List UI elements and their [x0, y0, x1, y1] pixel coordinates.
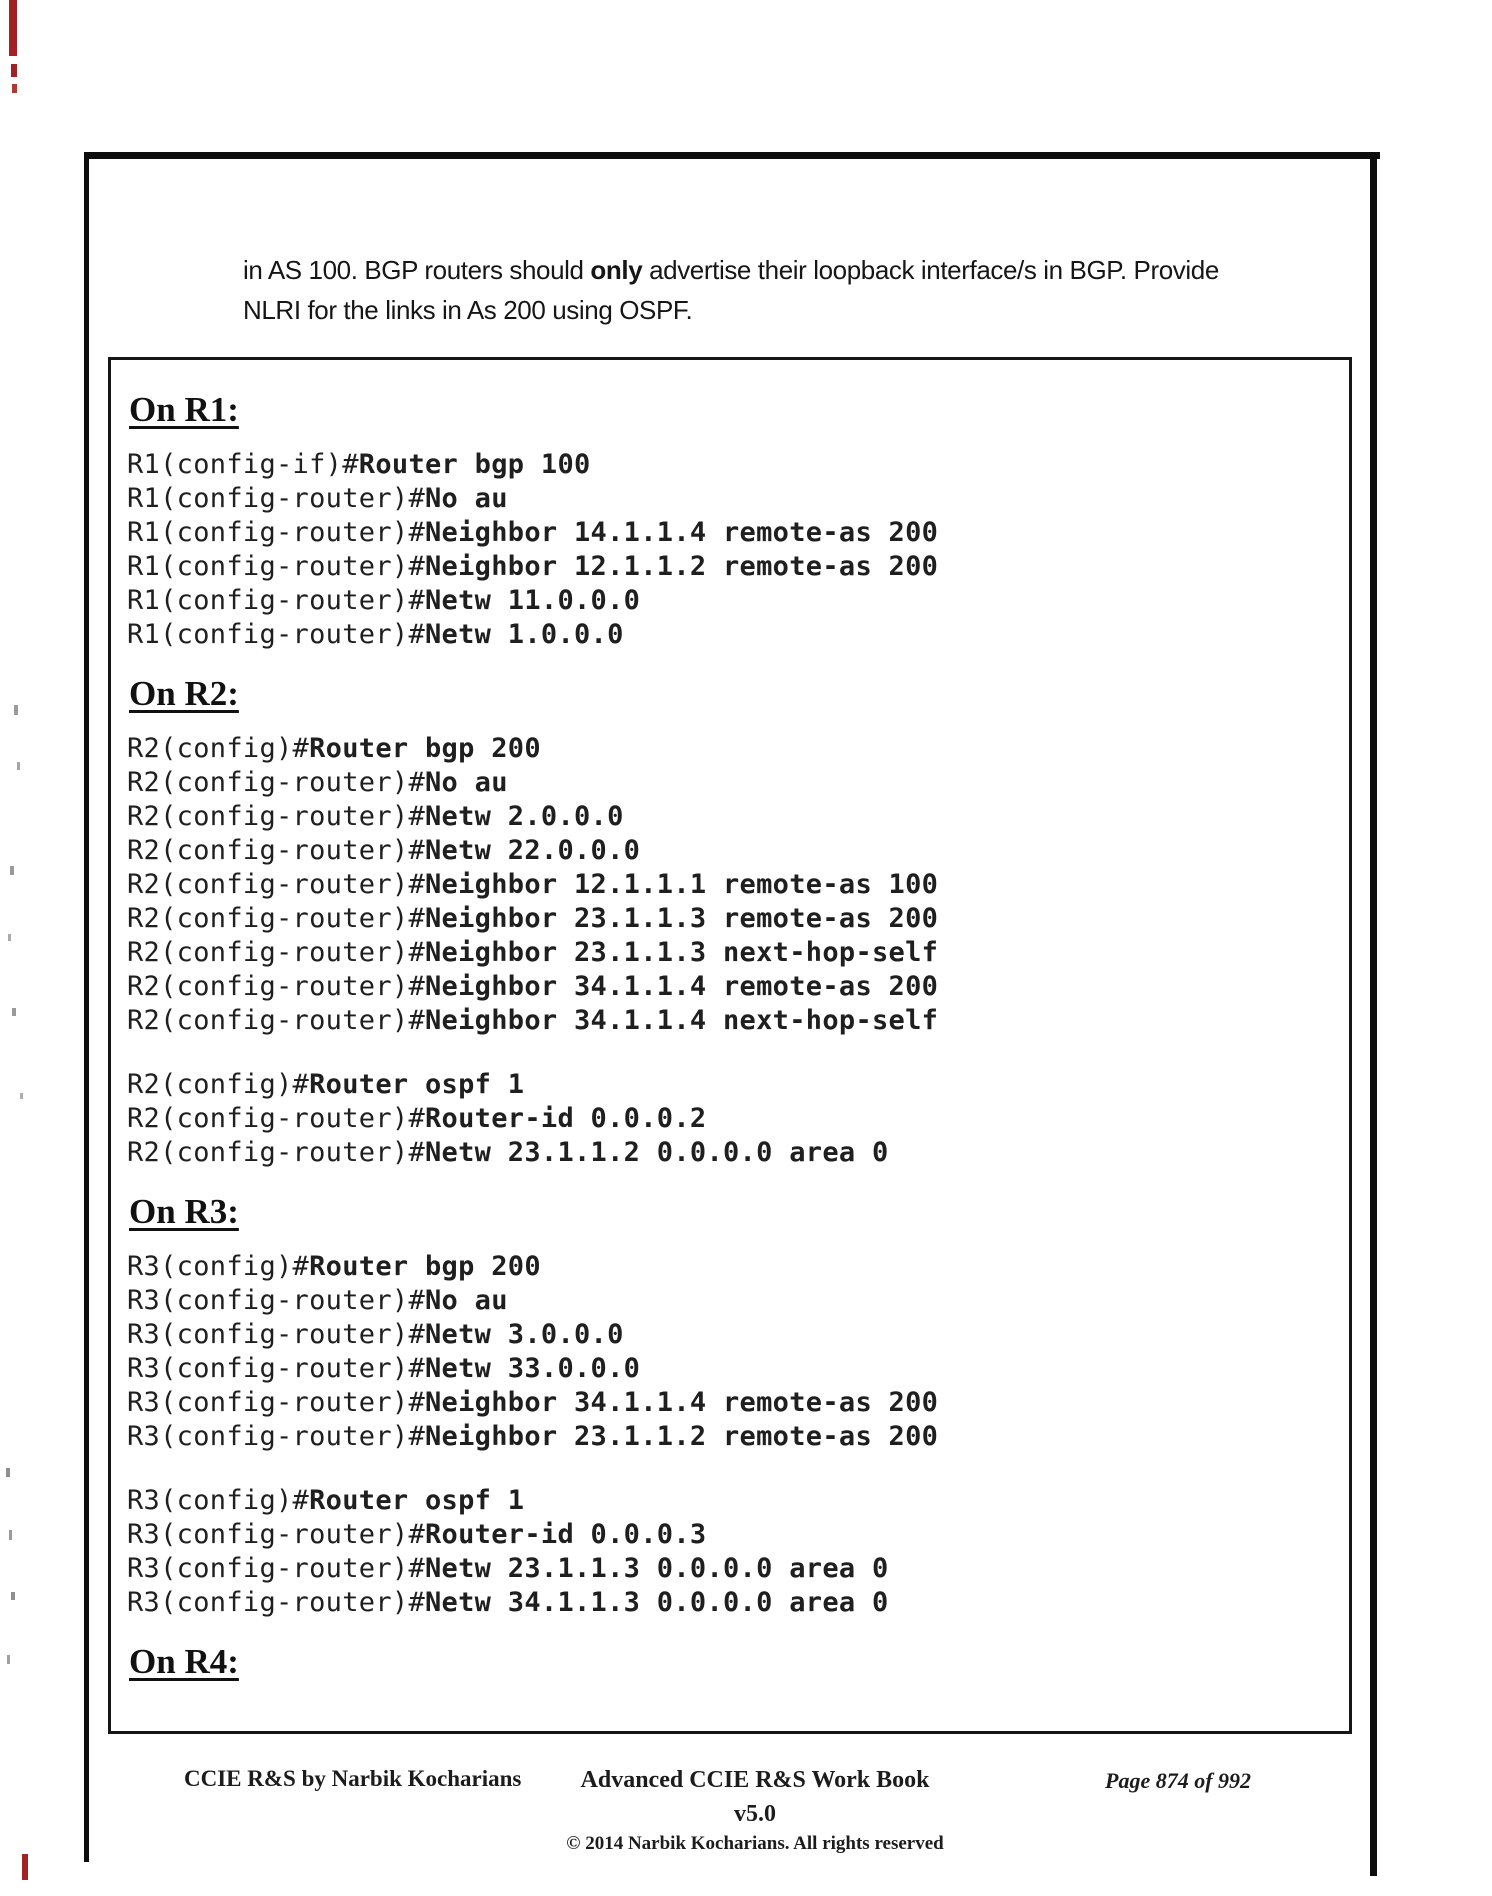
cli-command: Netw 11.0.0.0	[425, 585, 641, 616]
scan-speck	[9, 1530, 12, 1540]
cli-prompt: R2(config-router)#	[127, 801, 425, 832]
footer-page-indicator: Page 874 of 992	[1105, 1768, 1252, 1793]
cli-command: Neighbor 12.1.1.2 remote-as 200	[425, 551, 939, 582]
scan-speck	[14, 705, 18, 715]
cli-command: Router bgp 200	[309, 733, 541, 764]
config-section	[127, 1642, 1331, 1682]
config-block	[127, 448, 1331, 652]
intro-text: in AS 100. BGP routers should	[243, 255, 591, 285]
intro-line-1	[243, 250, 1253, 290]
cli-prompt: R3(config-router)#	[127, 1285, 425, 1316]
config-line	[127, 482, 1331, 516]
scan-mark-red-dash	[11, 64, 17, 77]
cli-prompt: R2(config-router)#	[127, 1005, 425, 1036]
cli-command: Netw 1.0.0.0	[425, 619, 624, 650]
config-line	[127, 1586, 1331, 1620]
config-line	[127, 868, 1331, 902]
scan-mark-red-dash	[12, 84, 17, 93]
config-line	[127, 516, 1331, 550]
cli-prompt: R3(config-router)#	[127, 1421, 425, 1452]
scan-mark-red-bar	[9, 0, 17, 56]
cli-prompt: R2(config-router)#	[127, 869, 425, 900]
page-border-right	[1370, 152, 1377, 1876]
footer-book-title: Advanced CCIE R&S Work Book v5.0	[580, 1767, 930, 1827]
config-line	[127, 1518, 1331, 1552]
config-line	[127, 1552, 1331, 1586]
config-line	[127, 1284, 1331, 1318]
cli-prompt: R2(config)#	[127, 733, 310, 764]
config-line	[127, 1102, 1331, 1136]
cli-command: Netw 3.0.0.0	[425, 1319, 624, 1350]
cli-prompt: R2(config-router)#	[127, 767, 425, 798]
cli-command: Netw 33.0.0.0	[425, 1353, 641, 1384]
cli-command: Router ospf 1	[309, 1069, 525, 1100]
cli-command: Neighbor 23.1.1.3 next-hop-self	[425, 937, 939, 968]
config-line	[127, 970, 1331, 1004]
scan-mark-red-dash	[22, 1854, 28, 1880]
config-line	[127, 550, 1331, 584]
config-block	[127, 732, 1331, 1038]
config-line	[127, 834, 1331, 868]
cli-prompt: R3(config-router)#	[127, 1353, 425, 1384]
footer-center	[564, 1763, 946, 1857]
cli-prompt: R3(config-router)#	[127, 1387, 425, 1418]
config-line	[127, 766, 1331, 800]
cli-command: Router-id 0.0.0.3	[425, 1519, 707, 1550]
cli-prompt: R2(config-router)#	[127, 835, 425, 866]
config-line	[127, 1136, 1331, 1170]
cli-command: Neighbor 23.1.1.3 remote-as 200	[425, 903, 939, 934]
cli-prompt: R2(config-router)#	[127, 937, 425, 968]
cli-command: Netw 23.1.1.2 0.0.0.0 area 0	[425, 1137, 889, 1168]
config-line	[127, 732, 1331, 766]
config-line	[127, 1250, 1331, 1284]
scan-speck	[7, 1655, 10, 1664]
cli-prompt: R2(config-router)#	[127, 1137, 425, 1168]
config-line	[127, 618, 1331, 652]
cli-prompt: R3(config-router)#	[127, 1319, 425, 1350]
cli-prompt: R1(config-router)#	[127, 551, 425, 582]
config-block	[127, 1250, 1331, 1454]
config-line	[127, 936, 1331, 970]
config-block	[127, 1068, 1331, 1170]
config-section	[127, 674, 1331, 1170]
section-heading: On R4:	[129, 1642, 239, 1681]
cli-command: Neighbor 14.1.1.4 remote-as 200	[425, 517, 939, 548]
intro-text: advertise their loopback interface/s in BGP. Provide	[642, 255, 1219, 285]
cli-command: No au	[425, 1285, 508, 1316]
section-heading: On R3:	[129, 1192, 239, 1231]
cli-command: Netw 22.0.0.0	[425, 835, 641, 866]
cli-command: Netw 2.0.0.0	[425, 801, 624, 832]
cli-command: Neighbor 34.1.1.4 remote-as 200	[425, 971, 939, 1002]
intro-paragraph	[243, 250, 1253, 330]
cli-prompt: R2(config-router)#	[127, 1103, 425, 1134]
cli-prompt: R1(config-router)#	[127, 585, 425, 616]
config-line	[127, 1068, 1331, 1102]
cli-command: No au	[425, 767, 508, 798]
cli-prompt: R1(config-if)#	[127, 449, 359, 480]
cli-command: Neighbor 34.1.1.4 next-hop-self	[425, 1005, 939, 1036]
config-line	[127, 1318, 1331, 1352]
cli-prompt: R2(config-router)#	[127, 971, 425, 1002]
cli-prompt: R3(config-router)#	[127, 1553, 425, 1584]
cli-command: Router ospf 1	[309, 1485, 525, 1516]
scan-speck	[10, 866, 14, 875]
cli-command: Neighbor 34.1.1.4 remote-as 200	[425, 1387, 939, 1418]
scan-speck	[20, 1093, 23, 1099]
page-border-left	[84, 152, 89, 1862]
config-line	[127, 1004, 1331, 1038]
section-heading: On R2:	[129, 674, 239, 713]
cli-prompt: R1(config-router)#	[127, 619, 425, 650]
footer-copyright: © 2014 Narbik Kocharians. All rights reserved	[566, 1833, 944, 1854]
cli-prompt: R2(config-router)#	[127, 903, 425, 934]
cli-command: No au	[425, 483, 508, 514]
cli-command: Router bgp 100	[358, 449, 591, 480]
scan-speck	[8, 934, 11, 941]
section-heading: On R1:	[129, 390, 239, 429]
config-section	[127, 390, 1331, 652]
config-line	[127, 1484, 1331, 1518]
config-line	[127, 584, 1331, 618]
intro-bold-word: only	[590, 255, 643, 285]
config-line	[127, 1352, 1331, 1386]
config-line	[127, 1386, 1331, 1420]
config-box	[108, 357, 1352, 1734]
config-section	[127, 1192, 1331, 1620]
cli-prompt: R3(config-router)#	[127, 1587, 425, 1618]
cli-prompt: R3(config-router)#	[127, 1519, 425, 1550]
cli-command: Neighbor 12.1.1.1 remote-as 100	[425, 869, 939, 900]
cli-prompt: R2(config)#	[127, 1069, 310, 1100]
cli-prompt: R3(config)#	[127, 1251, 310, 1282]
config-line	[127, 800, 1331, 834]
cli-command: Netw 23.1.1.3 0.0.0.0 area 0	[425, 1553, 889, 1584]
config-line	[127, 902, 1331, 936]
scan-speck	[12, 1008, 16, 1016]
cli-command: Router-id 0.0.0.2	[425, 1103, 707, 1134]
scan-speck	[11, 1592, 15, 1600]
intro-line-2: NLRI for the links in As 200 using OSPF.	[243, 295, 693, 325]
footer-author: CCIE R&S by Narbik Kocharians	[184, 1766, 522, 1791]
config-line	[127, 1420, 1331, 1454]
cli-prompt: R1(config-router)#	[127, 517, 425, 548]
cli-command: Neighbor 23.1.1.2 remote-as 200	[425, 1421, 939, 1452]
cli-prompt: R1(config-router)#	[127, 483, 425, 514]
config-line	[127, 448, 1331, 482]
cli-command: Router bgp 200	[309, 1251, 541, 1282]
page-border-top	[84, 152, 1380, 159]
config-block	[127, 1484, 1331, 1620]
cli-command: Netw 34.1.1.3 0.0.0.0 area 0	[425, 1587, 889, 1618]
scan-speck	[17, 762, 20, 770]
cli-prompt: R3(config)#	[127, 1485, 310, 1516]
scan-speck	[6, 1468, 10, 1477]
